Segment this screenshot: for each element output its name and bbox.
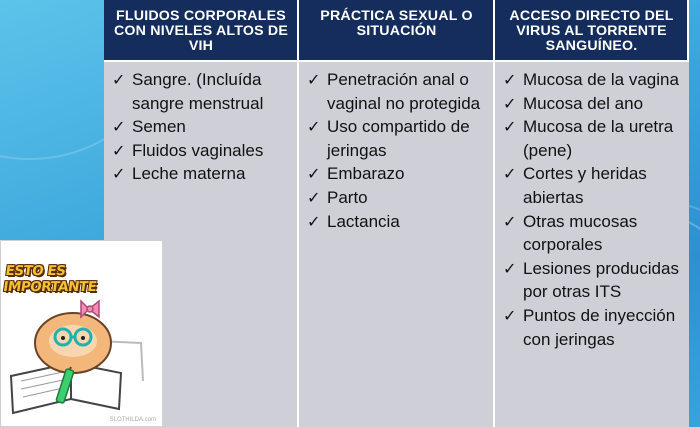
sticker-credit: SLOTHILDA.com: [109, 417, 156, 423]
check-icon: ✓: [307, 187, 321, 207]
list-item-text: Penetración anal o vaginal no protegida: [327, 70, 481, 113]
check-icon: ✓: [112, 140, 126, 160]
list-item: [110, 115, 291, 139]
hiv-transmission-table: [104, 0, 689, 427]
list-item-text: Mucosa de la uretra (pene): [523, 117, 674, 160]
check-icon: ✓: [112, 70, 126, 89]
sticker-banner: ESTO ES IMPORTANTE: [2, 263, 98, 295]
check-icon: ✓: [503, 258, 517, 278]
list-item: [305, 68, 487, 115]
list-item: [110, 139, 291, 163]
list-item: [501, 68, 683, 92]
access-list: [501, 68, 683, 351]
list-item: [305, 186, 487, 210]
list-item: [501, 162, 683, 209]
sloth-studying-icon: [1, 281, 163, 427]
list-item-text: Fluidos vaginales: [132, 140, 264, 160]
list-item-text: Puntos de inyección con jeringas: [523, 305, 676, 349]
check-icon: ✓: [307, 164, 321, 184]
list-item-text: Lesiones producidas por otras ITS: [523, 258, 679, 302]
list-item: [501, 304, 683, 351]
important-sticker: [0, 240, 163, 427]
column-header-fluids: FLUIDOS CORPORALES CON NIVELES ALTOS DE VIH: [104, 0, 299, 62]
list-item-text: Lactancia: [327, 211, 400, 231]
list-item: [110, 68, 291, 115]
column-header-practices: PRÁCTICA SEXUAL O SITUACIÓN: [299, 0, 495, 62]
list-item-text: Mucosa del ano: [523, 93, 644, 113]
check-icon: ✓: [503, 70, 517, 89]
list-item-text: Cortes y heridas abiertas: [523, 164, 647, 207]
check-icon: ✓: [503, 117, 517, 137]
check-icon: ✓: [503, 211, 517, 231]
check-icon: ✓: [503, 305, 517, 325]
column-header-access: ACCESO DIRECTO DEL VIRUS AL TORRENTE SANGUÍNEO.: [495, 0, 689, 62]
list-item-text: Parto: [327, 187, 368, 207]
list-item: [501, 92, 683, 116]
list-item-text: Mucosa de la vagina: [523, 70, 679, 89]
check-icon: ✓: [307, 70, 321, 89]
column-cell-practices: [299, 62, 495, 427]
column-cell-access: [495, 62, 689, 427]
list-item-text: Uso compartido de jeringas: [327, 117, 470, 160]
practices-list: [305, 68, 487, 233]
list-item: [501, 115, 683, 162]
list-item: [305, 162, 487, 186]
check-icon: ✓: [112, 117, 126, 137]
fluids-list: [110, 68, 291, 186]
check-icon: ✓: [503, 93, 517, 113]
check-icon: ✓: [112, 164, 126, 184]
list-item: [501, 210, 683, 257]
list-item: [110, 162, 291, 186]
check-icon: ✓: [503, 164, 517, 184]
list-item: [501, 257, 683, 304]
list-item-text: Embarazo: [327, 164, 405, 184]
check-icon: ✓: [307, 211, 321, 231]
list-item-text: Leche materna: [132, 164, 246, 184]
check-icon: ✓: [307, 117, 321, 137]
list-item-text: Sangre. (Incluída sangre menstrual: [132, 70, 264, 113]
list-item: [305, 210, 487, 234]
list-item: [305, 115, 487, 162]
list-item-text: Otras mucosas corporales: [523, 211, 638, 255]
list-item-text: Semen: [132, 117, 186, 137]
